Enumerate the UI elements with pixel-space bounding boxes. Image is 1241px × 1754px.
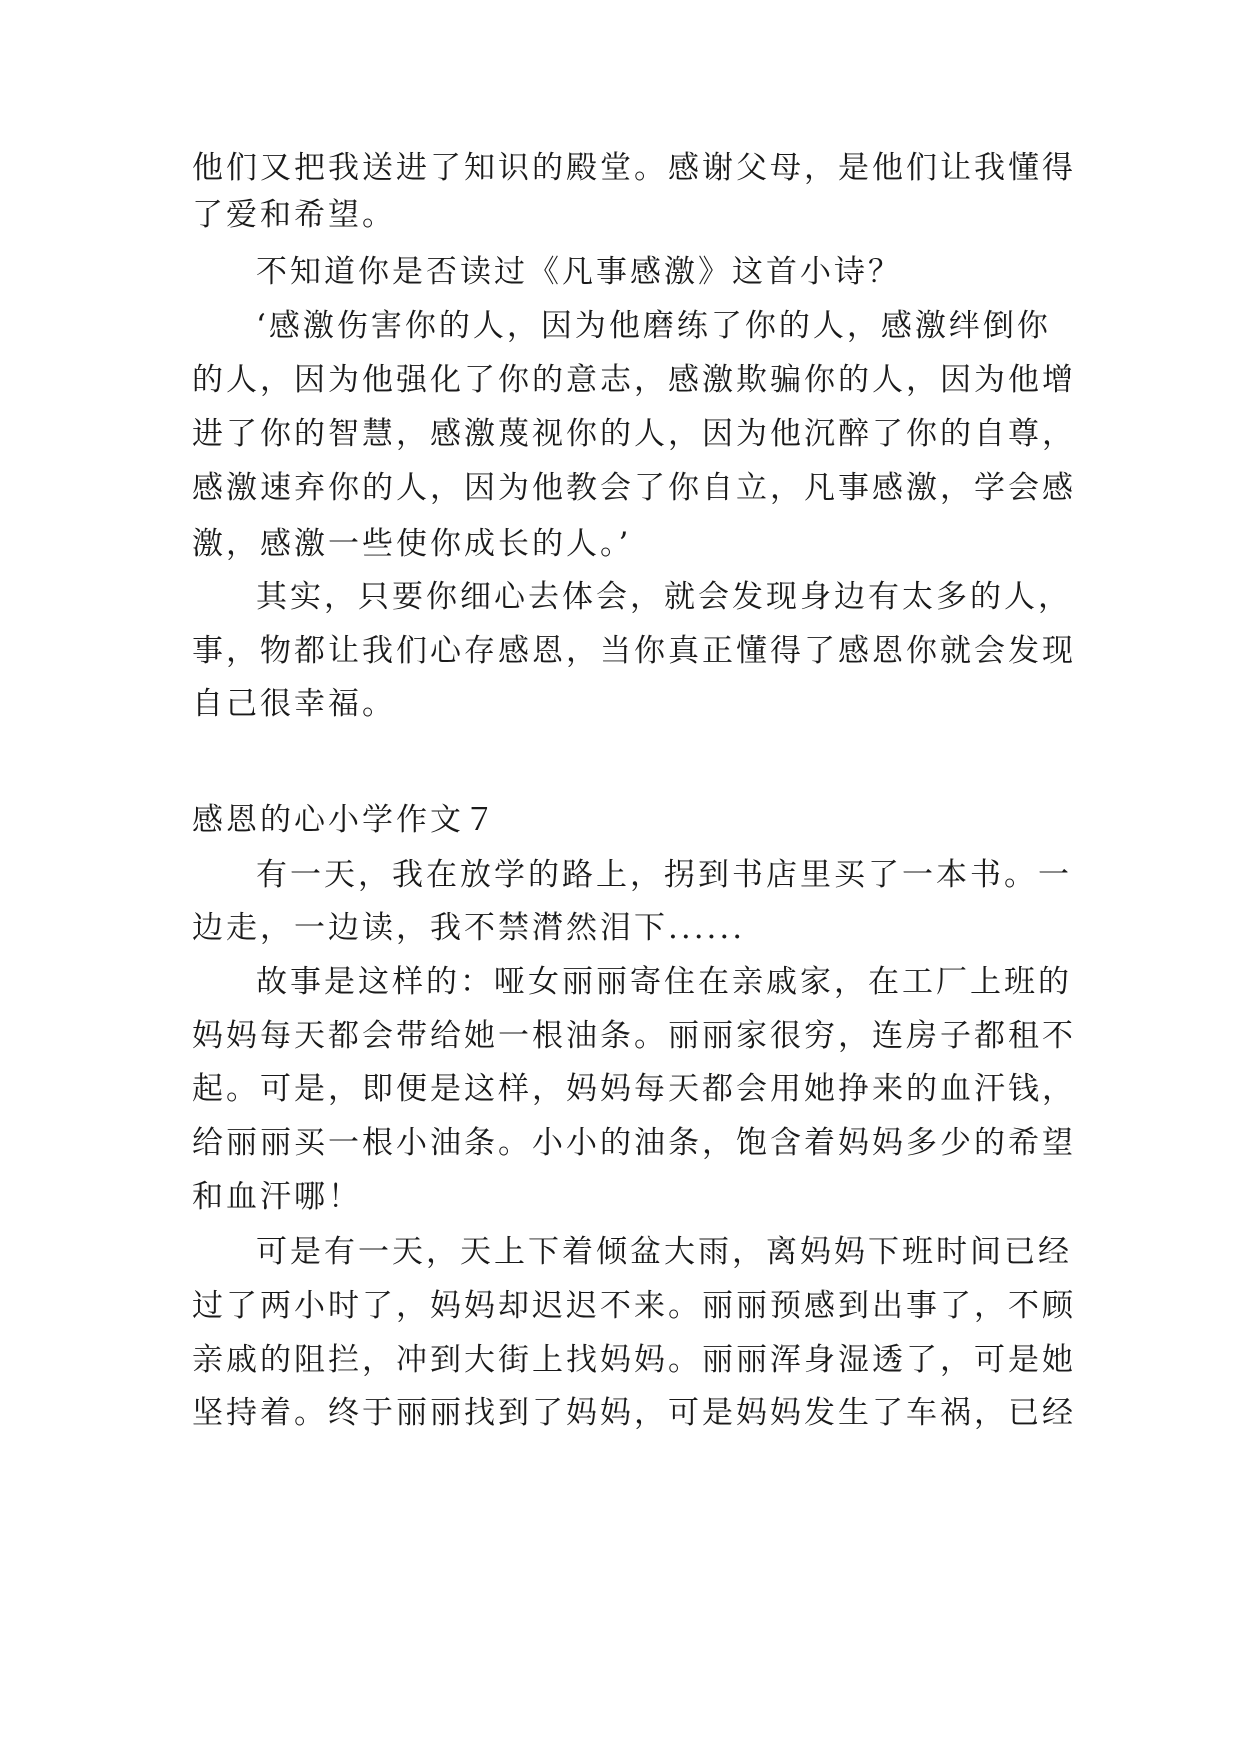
text-line: 的人，因为他强化了你的意志，感激欺骗你的人，因为他增 (192, 362, 1076, 398)
text-line: 感激速弃你的人，因为他教会了你自立，凡事感激，学会感 (192, 470, 1076, 506)
text-line: 事，物都让我们心存感恩，当你真正懂得了感恩你就会发现 (192, 633, 1076, 669)
text-line: 起。可是，即便是这样，妈妈每天都会用她挣来的血汗钱， (192, 1071, 1076, 1107)
quote-start-line: ‘感激伤害你的人，因为他磨练了你的人，感激绊倒你 (256, 308, 1051, 344)
paragraph-start-line: 可是有一天，天上下着倾盆大雨，离妈妈下班时间已经 (256, 1234, 1072, 1270)
paragraph-start-line: 故事是这样的：哑女丽丽寄住在亲戚家，在工厂上班的 (256, 964, 1072, 1000)
text-line: 了爱和希望。 (192, 197, 396, 233)
text-line: 给丽丽买一根小油条。小小的油条，饱含着妈妈多少的希望 (192, 1125, 1076, 1161)
paragraph-start-line: 不知道你是否读过《凡事感激》这首小诗？ (256, 254, 902, 290)
section-heading: 感恩的心小学作文７ (192, 802, 498, 838)
paragraph-start-line: 其实，只要你细心去体会，就会发现身边有太多的人， (256, 579, 1072, 615)
text-line: 激，感激一些使你成长的人。’ (192, 526, 632, 562)
text-line: 边走，一边读，我不禁潸然泪下...... (192, 910, 746, 946)
text-line: 妈妈每天都会带给她一根油条。丽丽家很穷，连房子都租不 (192, 1018, 1076, 1054)
text-line: 进了你的智慧，感激蔑视你的人，因为他沉醉了你的自尊， (192, 416, 1076, 452)
paragraph-start-line: 有一天，我在放学的路上，拐到书店里买了一本书。一 (256, 857, 1072, 893)
text-line: 他们又把我送进了知识的殿堂。感谢父母，是他们让我懂得 (192, 150, 1076, 186)
text-line: 亲戚的阻拦，冲到大街上找妈妈。丽丽浑身湿透了，可是她 (192, 1342, 1076, 1378)
text-line: 坚持着。终于丽丽找到了妈妈，可是妈妈发生了车祸，已经 (192, 1395, 1076, 1431)
text-line: 和血汗哪！ (192, 1179, 362, 1215)
text-line: 过了两小时了，妈妈却迟迟不来。丽丽预感到出事了，不顾 (192, 1288, 1076, 1324)
text-line: 自己很幸福。 (192, 686, 396, 722)
